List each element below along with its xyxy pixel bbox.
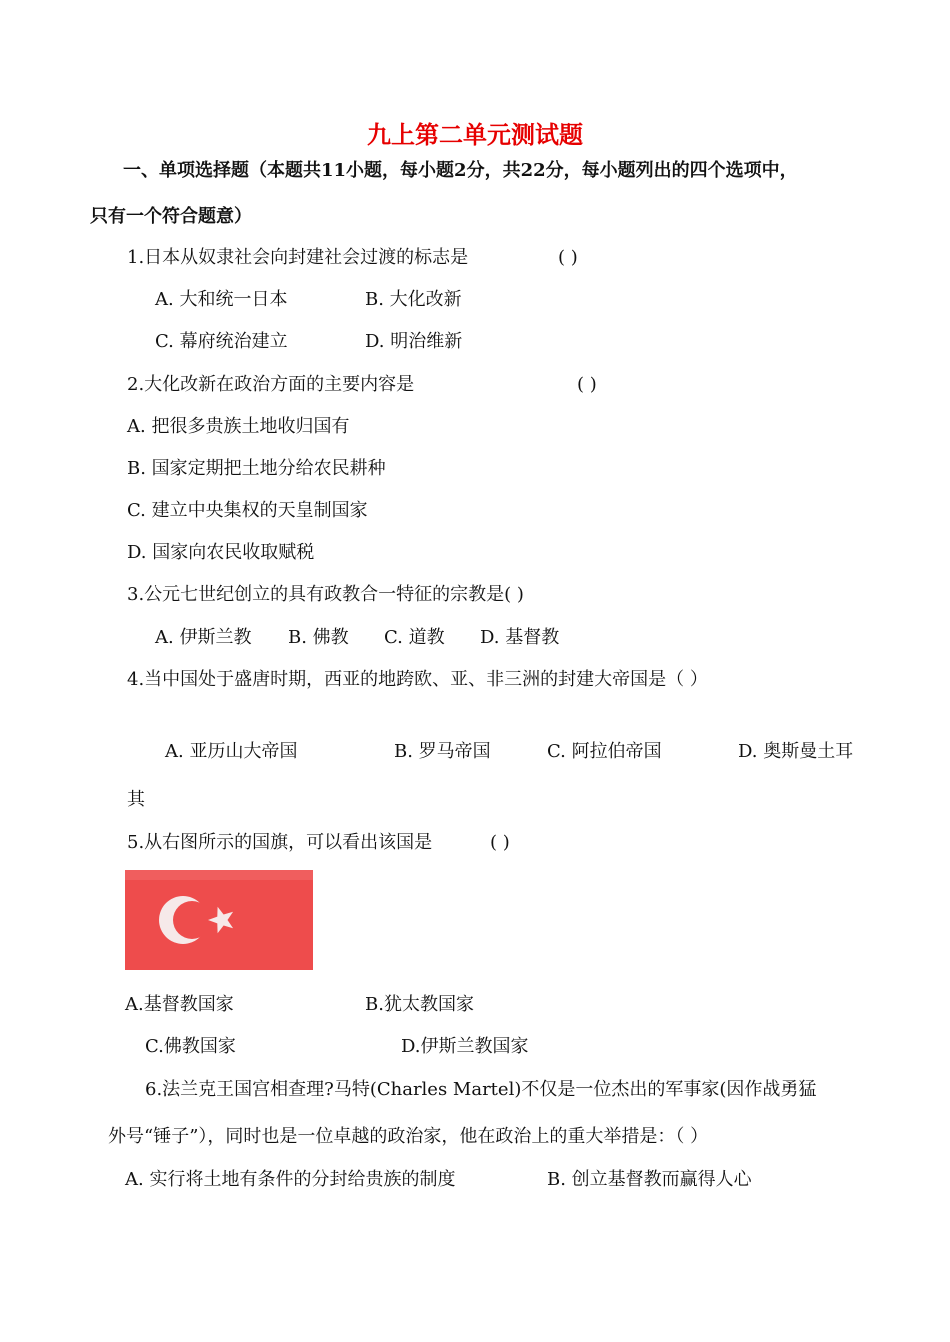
question-2-stem: 2.大化改新在政治方面的主要内容是	[127, 374, 415, 395]
question-4-option-d-continued: 其	[127, 789, 145, 810]
question-6-option-a: A. 实行将土地有条件的分封给贵族的制度	[125, 1169, 456, 1190]
crescent-star-flag-image	[125, 870, 313, 970]
question-1-answer-blank: ( )	[558, 247, 578, 268]
question-6-option-b: B. 创立基督教而赢得人心	[547, 1169, 752, 1190]
section-heading-continued: 只有一个符合题意）	[90, 206, 252, 227]
question-2-option-d: D. 国家向农民收取赋税	[127, 542, 315, 563]
question-4-option-b: B. 罗马帝国	[394, 741, 491, 762]
question-2-option-c: C. 建立中央集权的天皇制国家	[127, 500, 368, 521]
question-3-option-d: D. 基督教	[480, 627, 560, 648]
question-5-option-b: B.犹太教国家	[365, 994, 474, 1015]
question-5-answer-blank: ( )	[490, 832, 510, 853]
question-1-stem: 1.日本从奴隶社会向封建社会过渡的标志是	[127, 247, 469, 268]
question-4-stem: 4.当中国处于盛唐时期，西亚的地跨欧、亚、非三洲的封建大帝国是（ ）	[127, 669, 708, 690]
question-3-stem: 3.公元七世纪创立的具有政教合一特征的宗教是( )	[127, 584, 524, 605]
question-1-option-b: B. 大化改新	[365, 289, 462, 310]
question-2-option-b: B. 国家定期把土地分给农民耕种	[127, 458, 386, 479]
question-5-option-a: A.基督教国家	[125, 994, 234, 1015]
question-6-stem-continued: 外号“锤子”），同时也是一位卓越的政治家，他在政治上的重大举措是：（ ）	[108, 1126, 709, 1147]
question-4-option-a: A. 亚历山大帝国	[165, 741, 298, 762]
question-2-answer-blank: ( )	[577, 374, 597, 395]
question-5-option-d: D.伊斯兰教国家	[401, 1036, 529, 1057]
question-1-option-c: C. 幕府统治建立	[155, 331, 288, 352]
question-3-option-b: B. 佛教	[288, 627, 349, 648]
question-6-stem: 6.法兰克王国宫相查理?马特(Charles Martel)不仅是一位杰出的军事家(因作战勇猛	[145, 1079, 817, 1100]
question-4-option-c: C. 阿拉伯帝国	[547, 741, 662, 762]
page-title: 九上第二单元测试题	[367, 120, 583, 149]
question-1-option-d: D. 明治维新	[365, 331, 463, 352]
question-2-option-a: A. 把很多贵族土地收归国有	[127, 416, 350, 437]
question-5-stem: 5.从右图所示的国旗，可以看出该国是	[127, 832, 433, 853]
question-5-option-c: C.佛教国家	[145, 1036, 236, 1057]
question-1-option-a: A. 大和统一日本	[155, 289, 288, 310]
question-4-option-d: D. 奥斯曼土耳	[738, 741, 854, 762]
section-heading: 一、单项选择题（本题共11小题，每小题2分，共22分，每小题列出的四个选项中，	[123, 160, 798, 181]
question-3-option-c: C. 道教	[384, 627, 445, 648]
question-3-option-a: A. 伊斯兰教	[155, 627, 252, 648]
